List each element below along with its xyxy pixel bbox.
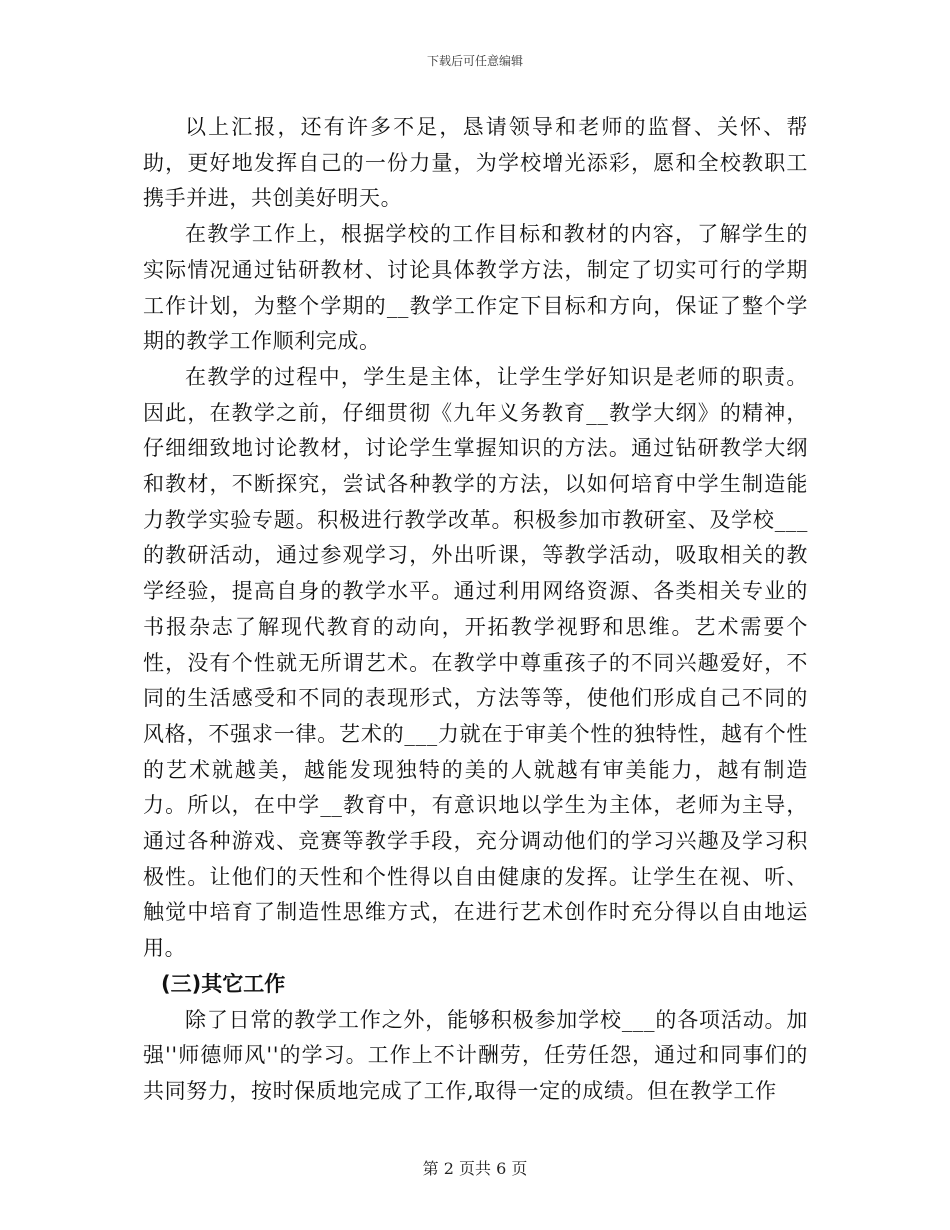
paragraph-other-work: 除了日常的教学工作之外，能够积极参加学校___的各项活动。加强''师德师风''的学习。工作上不计酬劳，任劳任怨，通过和同事们的共同努力，按时保质地完成了工作,取得一定的成绩。但在教学工作 [143,1007,808,1103]
page-number: 第 2 页共 6 页 [422,1159,528,1178]
section-heading-other-work: (三)其它工作 [161,971,286,996]
document-body [143,110,808,1110]
paragraph-summary: 以上汇报，还有许多不足，恳请领导和老师的监督、关怀、帮助，更好地发挥自己的一份力量，为学校增光添彩，愿和全校教职工携手并进，共创美好明天。 [143,115,808,211]
paragraph-teaching-plan: 在教学工作上，根据学校的工作目标和教材的内容，了解学生的实际情况通过钻研教材、讨论具体教学方法，制定了切实可行的学期工作计划，为整个学期的__教学工作定下目标和方向，保证了整个学期的教学工作顺利完成。 [143,222,808,354]
paragraph-teaching-process: 在教学的过程中，学生是主体，让学生学好知识是老师的职责。因此，在教学之前，仔细贯彻《九年义务教育__教学大纲》的精神，仔细细致地讨论教材，讨论学生掌握知识的方法。通过钻研教学大纲和教材，不断探究，尝试各种教学的方法，以如何培育中学生制造能力教学实验专题。积极进行教学改革。积极参加市教研室、及学校___的教研活动，通过参观学习，外出听课，等教学活动，吸取相关的教学经验，提高自身的教学水平。通过利用网络资源、各类相关专业的书报杂志了解现代教育的动向，开拓教学视野和思维。艺术需要个性，没有个性就无所谓艺术。在教学中尊重孩子的不同兴趣爱好，不同的生活感受和不同的表现形式，方法等等，使他们形成自己不同的风格，不强求一律。艺术的___力就在于审美个性的独特性，越有个性的艺术就越美，越能发现独特的美的人就越有审美能力，越有制造力。所以，在中学__教育中，有意识地以学生为主体，老师为主导，通过各种游戏、竞赛等教学手段，充分调动他们的学习兴趣及学习积极性。让他们的天性和个性得以自由健康的发挥。让学生在视、听、触觉中培育了制造性思维方式，在进行艺术创作时充分得以自由地运用。 [143,364,808,961]
page-header-note: 下载后可任意编辑 [426,54,523,68]
